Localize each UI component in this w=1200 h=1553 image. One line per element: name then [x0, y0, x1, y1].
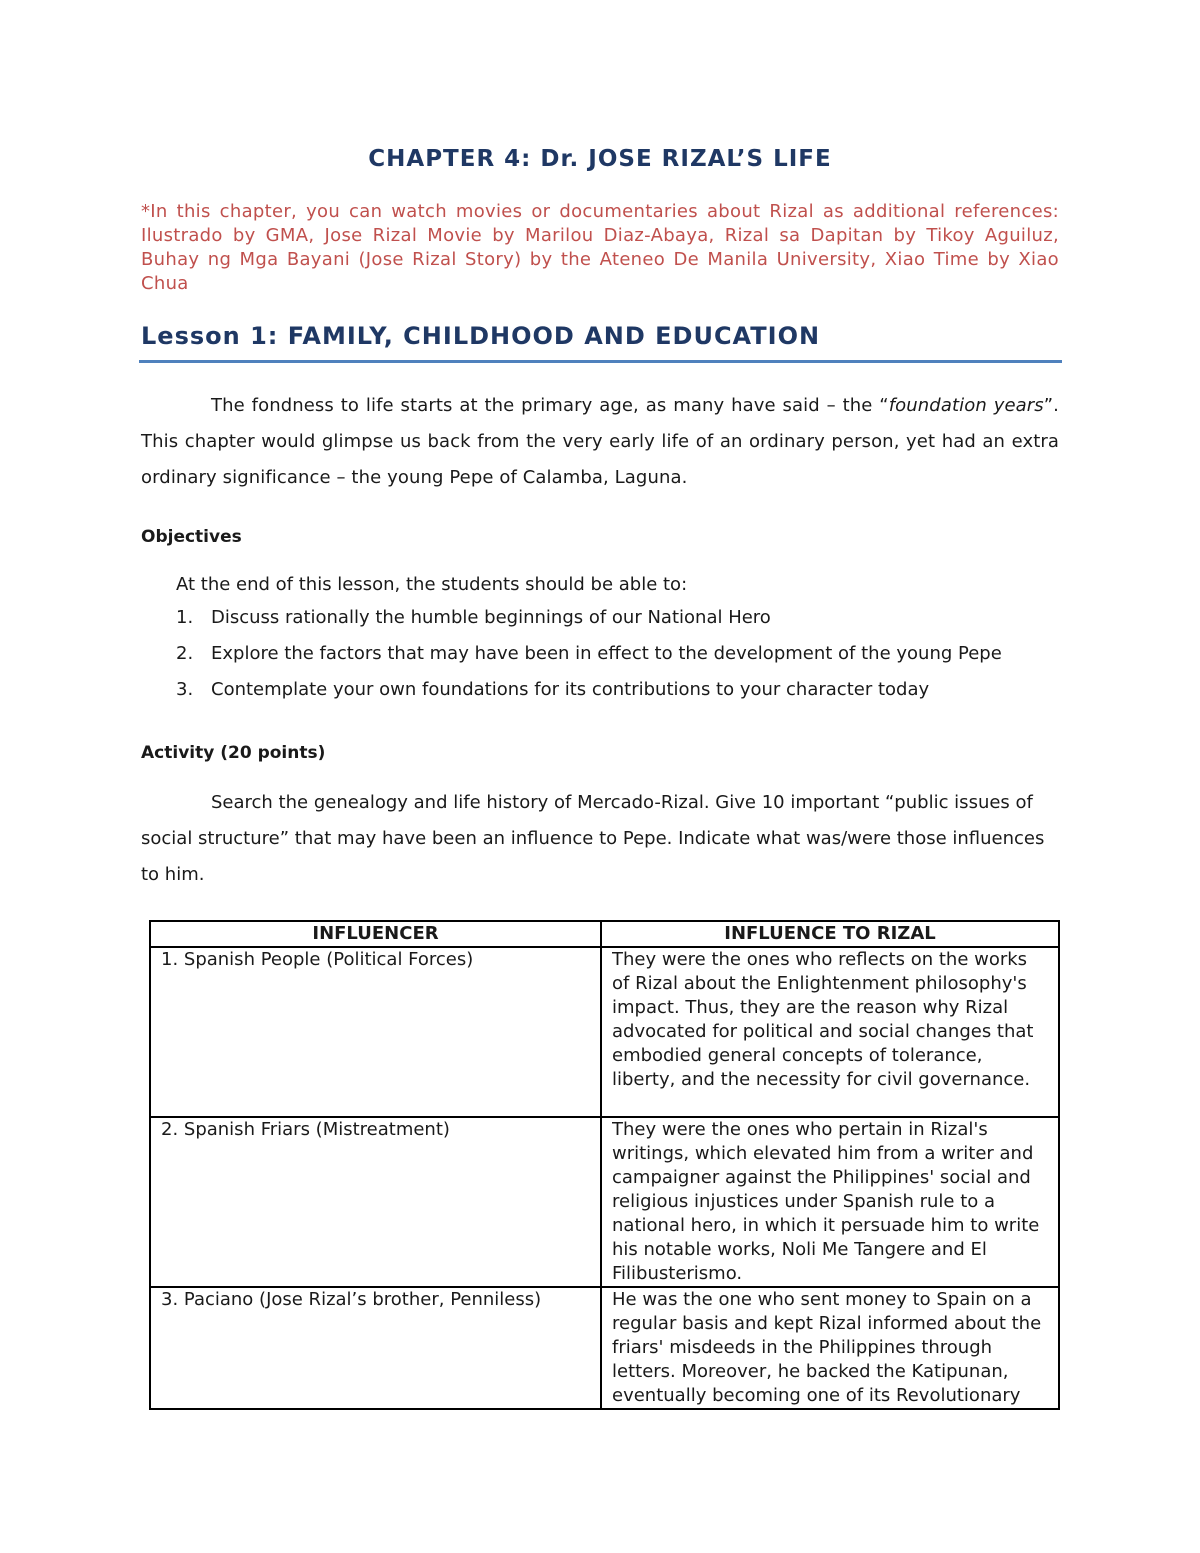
objective-number: 1. — [176, 607, 194, 628]
activity-heading: Activity (20 points) — [141, 743, 326, 763]
influence-cell — [601, 947, 1059, 1117]
lesson-divider — [139, 360, 1062, 363]
influencer-cell — [150, 947, 601, 1117]
intro-paragraph — [141, 388, 1059, 496]
reference-note: *In this chapter, you can watch movies or documentaries about Rizal as additional references: Ilustrado by GMA, Jose Rizal Movie by Marilou Diaz-Abaya, Rizal sa Dapitan by Tikoy Aguiluz, Buhay ng Mga Bayani (Jose Rizal Story) by the Ateneo De Manila University, Xiao Time by Xiao Chua — [141, 201, 1059, 294]
influencer-cell — [150, 1287, 601, 1409]
objective-item — [176, 605, 1076, 641]
objectives-heading: Objectives — [141, 527, 242, 547]
chapter-title: CHAPTER 4: Dr. JOSE RIZAL’S LIFE — [368, 146, 832, 172]
influence-text: He was the one who sent money to Spain on a regular basis and kept Rizal informed about the friars' misdeeds in the Philippines through letters. Moreover, he backed the Katipunan, eventually becoming one of its Revolutionary — [612, 1289, 1042, 1406]
influencer-text: 2. Spanish Friars (Mistreatment) — [161, 1119, 450, 1140]
objective-text: Discuss rationally the humble beginnings of our National Hero — [211, 607, 771, 628]
objective-number: 3. — [176, 679, 194, 700]
objective-item — [176, 641, 1076, 677]
header-influencer: INFLUENCER — [150, 921, 601, 947]
table-row — [150, 1287, 1059, 1409]
objective-text: Contemplate your own foundations for its contributions to your character today — [211, 679, 930, 700]
influence-text: They were the ones who reflects on the works of Rizal about the Enlightenment philosophy's impact. Thus, they are the reason why Rizal advocated for political and social changes that embodied general concepts of tolerance, liberty, and the necessity for civil governance. — [612, 949, 1034, 1090]
influence-text: They were the ones who pertain in Rizal's writings, which elevated him from a writer and campaigner against the Philippines' social and religious injustices under Spanish rule to a national hero, in which it persuade him to write his notable works, Noli Me Tangere and El Filibusterismo. — [612, 1119, 1040, 1284]
lesson-title: Lesson 1: FAMILY, CHILDHOOD AND EDUCATION — [141, 322, 821, 350]
objective-text: Explore the factors that may have been in effect to the development of the young Pepe — [211, 643, 1002, 664]
table-row — [150, 947, 1059, 1117]
influencer-text: 1. Spanish People (Political Forces) — [161, 949, 474, 970]
objective-item — [176, 677, 1076, 713]
activity-text: Search the genealogy and life history of Mercado-Rizal. Give 10 important “public issues of social structure” that may have been an influence to Pepe. Indicate what was/were those influences to him. — [141, 792, 1045, 885]
header-influence: INFLUENCE TO RIZAL — [601, 921, 1059, 947]
intro-text-2: ”. This chapter would glimpse us back from the very early life of an ordinary person, yet had an extra ordinary significance – the young Pepe of Calamba, Laguna. — [141, 395, 1059, 488]
objectives-list — [176, 605, 1076, 713]
influence-cell — [601, 1117, 1059, 1287]
activity-paragraph — [141, 785, 1059, 893]
objective-number: 2. — [176, 643, 194, 664]
intro-text-1: The fondness to life starts at the primary age, as many have said – the “ — [211, 395, 889, 416]
influencer-cell — [150, 1117, 601, 1287]
influence-table — [149, 920, 1060, 1410]
intro-emphasis: foundation years — [888, 395, 1044, 416]
table-header-row — [150, 921, 1059, 947]
influencer-text: 3. Paciano (Jose Rizal’s brother, Penniless) — [161, 1289, 542, 1310]
influence-cell — [601, 1287, 1059, 1409]
objectives-lead: At the end of this lesson, the students should be able to: — [176, 574, 688, 595]
table-row — [150, 1117, 1059, 1287]
